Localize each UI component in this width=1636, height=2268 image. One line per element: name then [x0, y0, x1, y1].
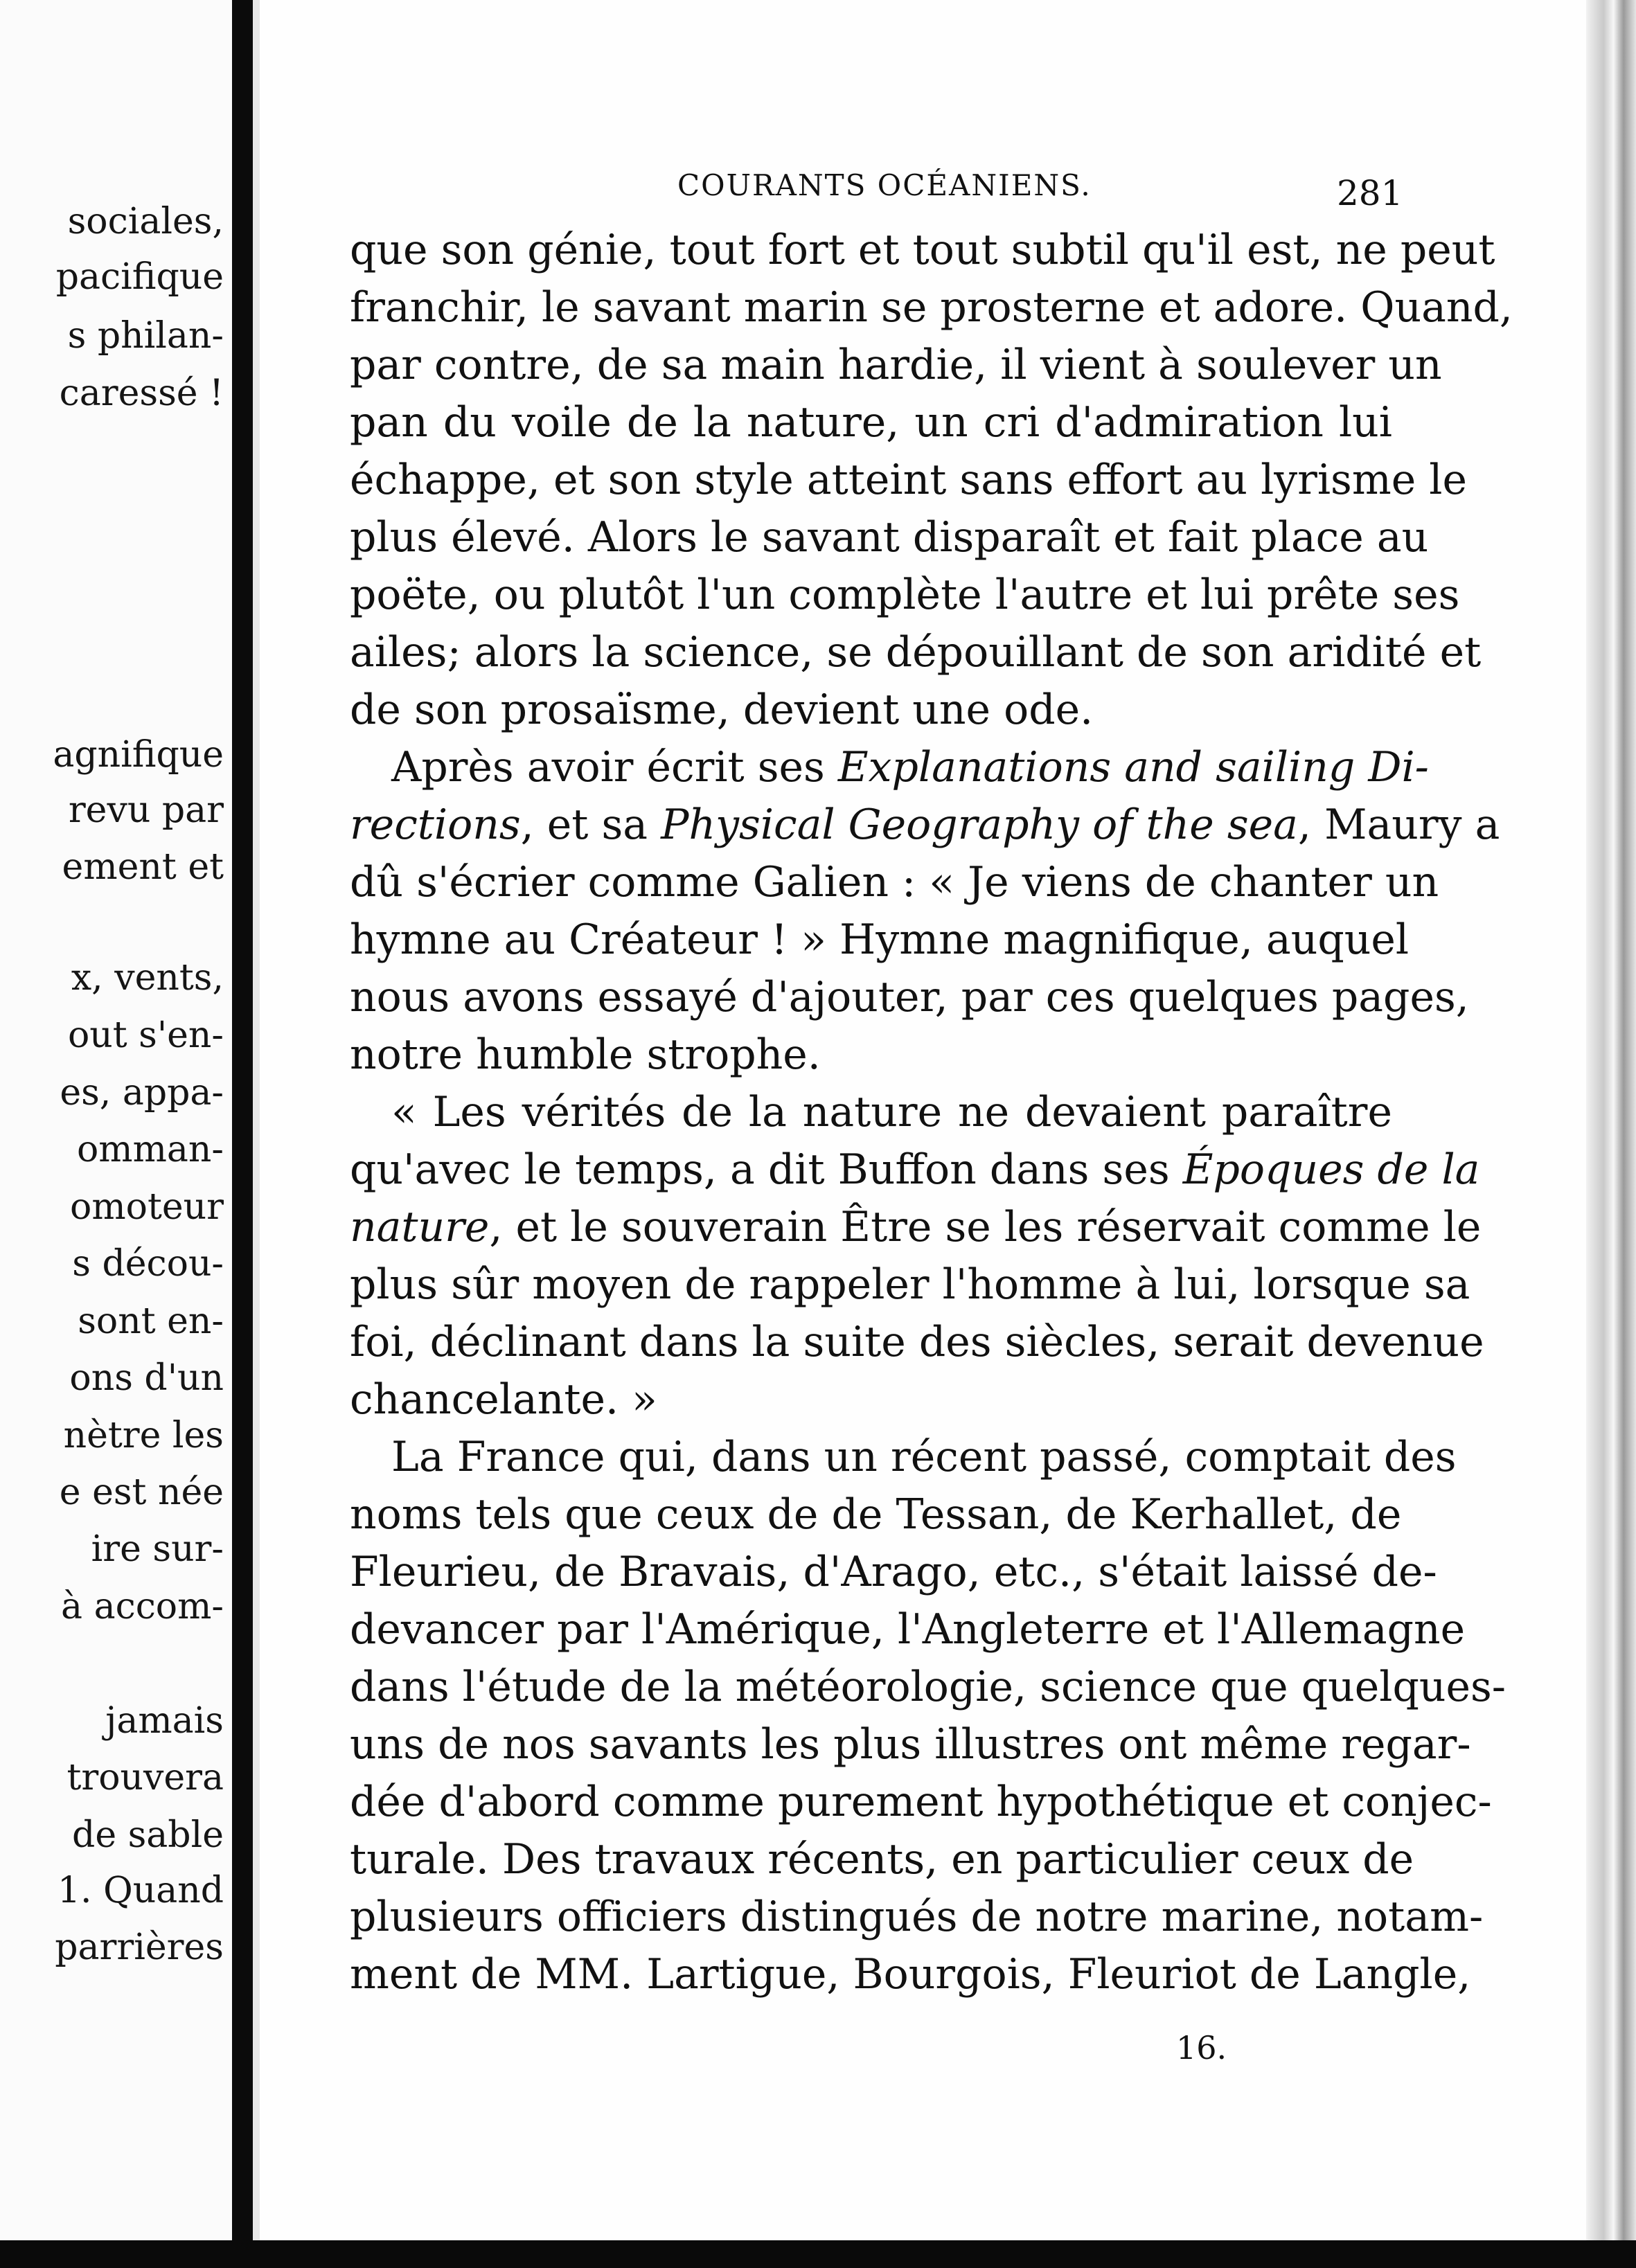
running-header-title: COURANTS OCÉANIENS.: [677, 168, 1092, 202]
left-page-line: trouvera: [66, 1757, 224, 1798]
italic-span: rections: [350, 801, 521, 849]
italic-span: Explanations and sailing Di-: [837, 743, 1429, 792]
left-page-line: de sable: [72, 1814, 224, 1856]
text-span: ment de MM. Lartigue, Bourgois, Fleuriot de Langle,: [350, 1950, 1471, 1999]
text-span: ailes; alors la science, se dépouillant de son aridité et: [350, 628, 1482, 677]
text-span: turale. Des travaux récents, en particulier ceux de: [350, 1835, 1414, 1884]
left-page-line: agnifique: [53, 734, 224, 776]
italic-span: nature: [350, 1203, 490, 1251]
text-line: [350, 1774, 1492, 1831]
text-line: [350, 337, 1442, 394]
text-span: noms tels que ceux de de Tessan, de Kerhallet, de: [350, 1490, 1402, 1539]
text-line: [350, 854, 1439, 911]
left-facing-page: [0, 0, 232, 2268]
gutter-highlight: [253, 0, 260, 2268]
left-page-line: es, appa-: [60, 1072, 224, 1114]
text-span: devancer par l'Amérique, l'Angleterre et l'Allemagne: [350, 1605, 1466, 1654]
text-span: par contre, de sa main hardie, il vient à soulever un: [350, 341, 1442, 389]
text-line: [350, 911, 1410, 969]
text-line: [350, 1601, 1466, 1659]
left-page-line: ement et: [62, 846, 224, 888]
text-line: [350, 1084, 1392, 1141]
left-page-line: sont en-: [78, 1301, 224, 1342]
text-span: nous avons essayé d'ajouter, par ces quelques pages,: [350, 973, 1469, 1021]
text-span: qu'avec le temps, a dit Buffon dans ses: [350, 1145, 1183, 1194]
text-span: , et sa: [520, 801, 661, 849]
left-page-line: ire sur-: [91, 1528, 224, 1570]
text-span: chancelante. »: [350, 1375, 657, 1424]
left-page-line: out s'en-: [67, 1015, 224, 1056]
text-line: [350, 1888, 1484, 1946]
text-line: [350, 1946, 1471, 2003]
text-span: dû s'écrier comme Galien : « Je viens de chanter un: [350, 858, 1439, 907]
book-gutter: [232, 0, 253, 2268]
text-line: [350, 1314, 1484, 1371]
text-span: de son prosaïsme, devient une ode.: [350, 686, 1094, 734]
text-span: hymne au Créateur ! » Hymne magnifique, auquel: [350, 916, 1410, 964]
text-line: [350, 1371, 1392, 1429]
text-line: [350, 796, 1500, 854]
text-span: pan du voile de la nature, un cri d'admiration lui: [350, 398, 1392, 447]
text-line: [350, 1486, 1402, 1544]
text-line: [350, 1026, 1392, 1084]
left-page-line: e est née: [59, 1472, 224, 1513]
text-span: plus sûr moyen de rappeler l'homme à lui, lorsque sa: [350, 1260, 1470, 1309]
left-page-line: x, vents,: [71, 957, 224, 999]
text-line: [350, 509, 1429, 566]
text-span: plus élevé. Alors le savant disparaît et fait place au: [350, 513, 1429, 562]
text-line: [350, 452, 1467, 509]
left-page-line: sociales,: [67, 201, 224, 242]
text-span: uns de nos savants les plus illustres ont même regar-: [350, 1720, 1471, 1769]
text-line: [350, 624, 1482, 681]
italic-span: Physical Geography of the sea: [661, 801, 1298, 849]
page-edge: [1586, 0, 1636, 2268]
left-page-line: s philan-: [67, 315, 224, 357]
text-span: plusieurs officiers distingués de notre marine, notam-: [350, 1893, 1484, 1941]
left-page-line: omoteur: [70, 1186, 224, 1228]
text-line: [350, 1256, 1470, 1314]
text-line: [350, 1429, 1457, 1486]
signature-mark: 16.: [1176, 2029, 1227, 2066]
text-line: [350, 394, 1392, 452]
text-span: dans l'étude de la météorologie, science que quelques-: [350, 1663, 1506, 1711]
text-line: [350, 1141, 1480, 1199]
left-page-line: 1. Quand: [57, 1870, 224, 1911]
text-line: [350, 566, 1460, 624]
text-line: [350, 1659, 1506, 1716]
left-page-line: s décou-: [72, 1243, 224, 1285]
scan-bottom-band: [0, 2240, 1636, 2268]
left-page-line: jamais: [105, 1700, 224, 1742]
text-line: [350, 739, 1429, 796]
text-line: [350, 681, 1392, 739]
body-text: [350, 222, 1513, 2003]
text-line: [350, 1831, 1414, 1888]
italic-span: Époques de la: [1182, 1145, 1480, 1194]
text-line: [350, 222, 1495, 279]
left-page-line: revu par: [68, 789, 224, 831]
text-line: [350, 1544, 1437, 1601]
text-span: , et le souverain Être se les réservait comme le: [489, 1203, 1482, 1251]
left-page-line: caressé !: [59, 373, 224, 414]
text-span: franchir, le savant marin se prosterne et adore. Quand,: [350, 283, 1513, 332]
left-page-line: ons d'un: [69, 1357, 224, 1399]
left-page-line: omman-: [77, 1129, 224, 1170]
text-span: échappe, et son style atteint sans effort au lyrisme le: [350, 456, 1467, 504]
left-page-line: pacifique: [55, 256, 224, 298]
text-span: notre humble strophe.: [350, 1030, 821, 1079]
text-span: poëte, ou plutôt l'un complète l'autre et lui prête ses: [350, 571, 1460, 619]
text-span: « Les vérités de la nature ne devaient paraître: [391, 1088, 1392, 1136]
left-page-line: à accom-: [61, 1586, 224, 1627]
text-line: [350, 1199, 1482, 1256]
left-page-line: parrières: [55, 1927, 224, 1968]
text-span: La France qui, dans un récent passé, comptait des: [391, 1433, 1457, 1481]
text-line: [350, 1716, 1471, 1774]
text-span: Fleurieu, de Bravais, d'Arago, etc., s'était laissé de-: [350, 1548, 1437, 1596]
page-number: 281: [1337, 173, 1403, 213]
text-line: [350, 969, 1469, 1026]
text-span: , Maury a: [1297, 801, 1500, 849]
text-span: foi, déclinant dans la suite des siècles, serait devenue: [350, 1318, 1484, 1366]
left-page-line: nètre les: [63, 1415, 224, 1456]
text-span: dée d'abord comme purement hypothétique et conjec-: [350, 1778, 1492, 1826]
text-span: Après avoir écrit ses: [391, 743, 838, 792]
text-span: que son génie, tout fort et tout subtil qu'il est, ne peut: [350, 226, 1495, 274]
text-line: [350, 279, 1513, 337]
